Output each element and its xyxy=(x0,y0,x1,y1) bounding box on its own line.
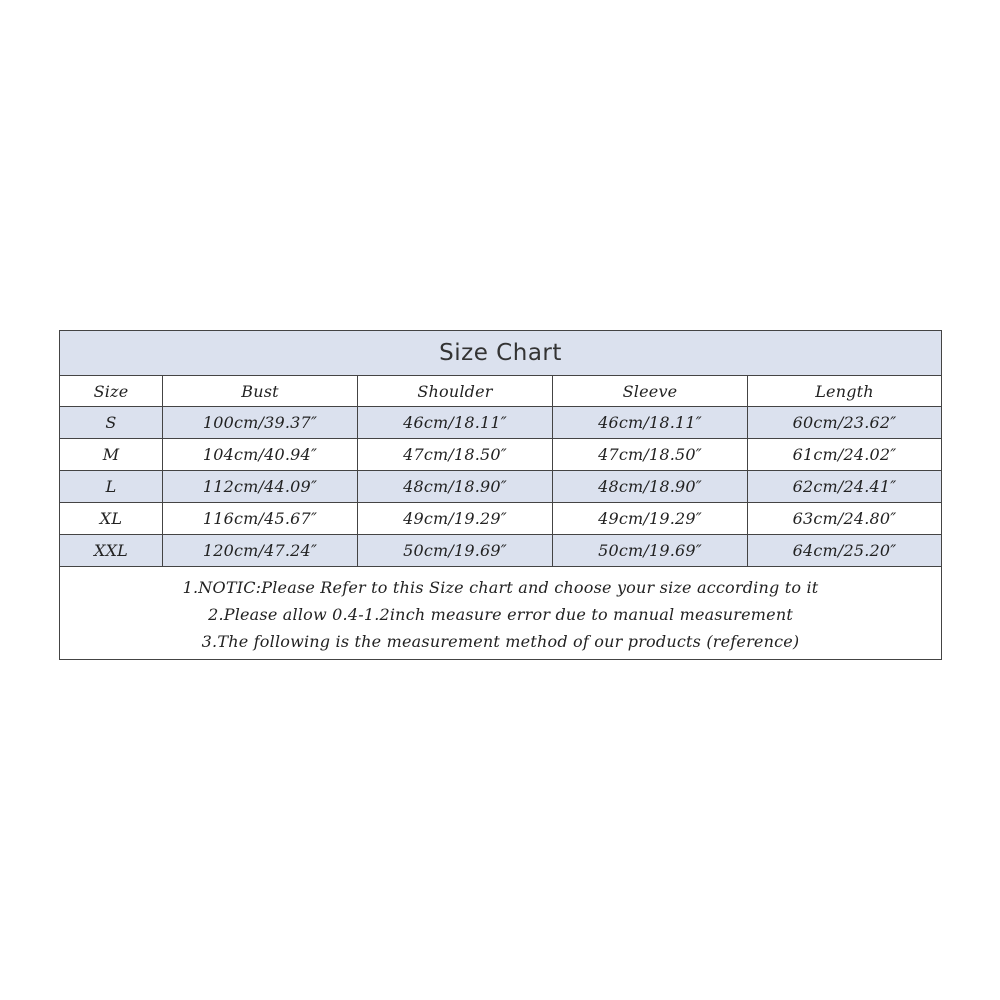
header-row xyxy=(60,376,942,407)
cell-length: 63cm/24.80″ xyxy=(748,503,942,535)
cell-length: 60cm/23.62″ xyxy=(748,407,942,439)
cell-length: 62cm/24.41″ xyxy=(748,471,942,503)
table-row-xl xyxy=(60,503,942,535)
cell-shoulder: 49cm/19.29″ xyxy=(358,503,553,535)
cell-length: 64cm/25.20″ xyxy=(748,535,942,567)
header-size: Size xyxy=(60,376,163,407)
cell-shoulder: 46cm/18.11″ xyxy=(358,407,553,439)
table-row-s xyxy=(60,407,942,439)
cell-sleeve: 50cm/19.69″ xyxy=(553,535,748,567)
cell-sleeve: 46cm/18.11″ xyxy=(553,407,748,439)
cell-size: M xyxy=(60,439,163,471)
header-sleeve: Sleeve xyxy=(553,376,748,407)
table-row-xxl xyxy=(60,535,942,567)
cell-sleeve: 48cm/18.90″ xyxy=(553,471,748,503)
cell-size: S xyxy=(60,407,163,439)
note-line: 1.NOTIC:Please Refer to this Size chart and choose your size according to it xyxy=(182,577,819,597)
cell-bust: 100cm/39.37″ xyxy=(163,407,358,439)
chart-title: Size Chart xyxy=(60,331,942,376)
cell-shoulder: 47cm/18.50″ xyxy=(358,439,553,471)
notes-row xyxy=(60,567,942,660)
cell-bust: 116cm/45.67″ xyxy=(163,503,358,535)
size-chart-table xyxy=(59,330,942,660)
cell-bust: 112cm/44.09″ xyxy=(163,471,358,503)
cell-shoulder: 50cm/19.69″ xyxy=(358,535,553,567)
note-line: 3.The following is the measurement method of our products (reference) xyxy=(201,631,800,651)
header-shoulder: Shoulder xyxy=(358,376,553,407)
table-row-l xyxy=(60,471,942,503)
notes-cell xyxy=(60,567,942,660)
cell-size: XXL xyxy=(60,535,163,567)
header-bust: Bust xyxy=(163,376,358,407)
title-row xyxy=(60,331,942,376)
table-row-m xyxy=(60,439,942,471)
cell-bust: 104cm/40.94″ xyxy=(163,439,358,471)
cell-size: L xyxy=(60,471,163,503)
cell-length: 61cm/24.02″ xyxy=(748,439,942,471)
cell-sleeve: 49cm/19.29″ xyxy=(553,503,748,535)
cell-size: XL xyxy=(60,503,163,535)
note-line: 2.Please allow 0.4-1.2inch measure error due to manual measurement xyxy=(208,604,793,624)
cell-bust: 120cm/47.24″ xyxy=(163,535,358,567)
header-length: Length xyxy=(748,376,942,407)
cell-shoulder: 48cm/18.90″ xyxy=(358,471,553,503)
cell-sleeve: 47cm/18.50″ xyxy=(553,439,748,471)
